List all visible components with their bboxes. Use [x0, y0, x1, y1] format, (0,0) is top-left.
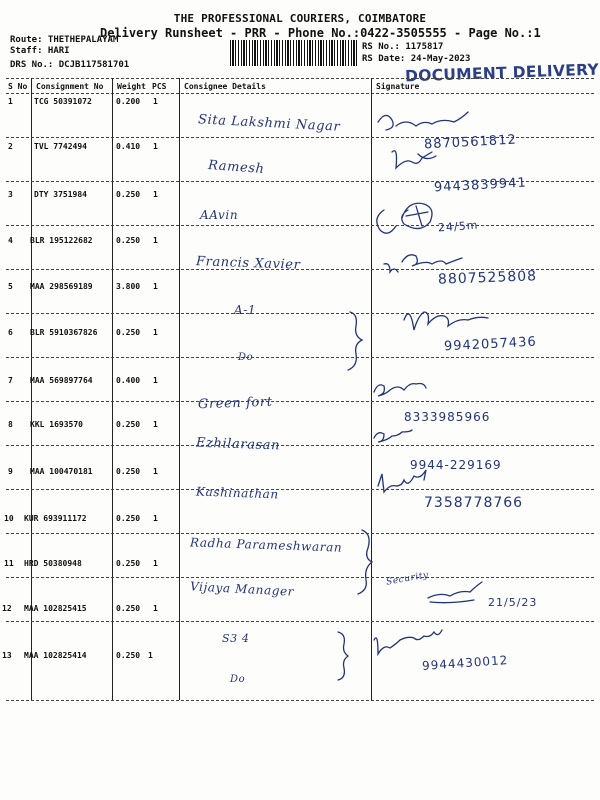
row-weight: 0.250: [116, 467, 141, 476]
handwritten-consignee: Sita Lakshmi Nagar: [197, 112, 341, 135]
handwritten-consignee: S3 4: [222, 632, 250, 645]
row-consignment: BLR 5910367826: [30, 328, 98, 337]
row-sno: 9: [8, 467, 13, 476]
handwritten-consignee: Ezhilarasan: [195, 435, 281, 454]
row-pcs: 1: [153, 236, 158, 245]
company-name: THE PROFESSIONAL COURIERS, COIMBATORE: [173, 12, 427, 25]
row-weight: 0.250: [116, 604, 141, 613]
rs-date: RS Date: 24-May-2023: [362, 54, 471, 64]
signature-scribble: [374, 384, 426, 397]
row-weight: 0.250: [116, 514, 141, 523]
handwritten-note: Security: [385, 570, 430, 588]
handwritten-phone: 7358778766: [424, 495, 524, 511]
row-weight: 0.250: [116, 236, 141, 245]
brace-mark: [358, 530, 372, 594]
row-pcs: 1: [153, 190, 158, 199]
row-weight: 0.250: [116, 190, 141, 199]
signature-scribble: [378, 470, 426, 492]
row-weight: 0.200: [116, 97, 141, 106]
handwritten-consignee: Ramesh: [207, 158, 265, 177]
handwritten-phone: 24/5m: [437, 218, 479, 235]
row-sno: 3: [8, 190, 13, 199]
row-pcs: 1: [153, 282, 158, 291]
brace-mark: [338, 632, 348, 680]
row-pcs: 1: [153, 328, 158, 337]
row-sno: 5: [8, 282, 13, 291]
row-pcs: 1: [153, 142, 158, 151]
row-sno: 10: [4, 514, 14, 523]
row-pcs: 1: [153, 467, 158, 476]
signature-scribble: [377, 203, 432, 233]
handwritten-consignee: Do: [230, 674, 246, 685]
signature-scribble: [392, 151, 436, 168]
row-consignment: HRD 50380948: [24, 559, 82, 568]
row-weight: 0.250: [116, 559, 141, 568]
row-pcs: 1: [148, 651, 153, 660]
col-consignment: Consignment No: [36, 82, 104, 91]
handwritten-phone: 8333985966: [404, 410, 491, 424]
row-consignment: BLR 195122682: [30, 236, 93, 245]
signature-scribble: [404, 312, 488, 330]
signature-scribble: [374, 430, 412, 442]
handwritten-date: 21/5/23: [488, 596, 538, 609]
row-consignment: DTY 3751984: [34, 190, 87, 199]
handwritten-consignee: Kashinathan: [195, 484, 279, 502]
row-weight: 0.250: [116, 420, 141, 429]
row-weight: 0.250: [116, 651, 141, 660]
handwritten-consignee: Radha Parameshwaran: [189, 535, 343, 555]
row-weight: 0.250: [116, 328, 141, 337]
handwritten-phone: 9944-229169: [410, 458, 502, 472]
col-sno: S No: [8, 82, 28, 91]
row-pcs: 1: [153, 559, 158, 568]
row-consignment: MAA 102825415: [24, 604, 87, 613]
handwritten-consignee: AAvin: [200, 208, 239, 222]
row-sno: 11: [4, 559, 14, 568]
col-weight: Weight: [117, 82, 146, 91]
row-consignment: TVL 7742494: [34, 142, 87, 151]
handwritten-consignee: Green fort: [197, 394, 273, 413]
handwritten-phone: 8807525808: [437, 268, 538, 288]
row-weight: 0.410: [116, 142, 141, 151]
brace-mark: [348, 312, 362, 370]
row-pcs: 1: [153, 604, 158, 613]
row-weight: 0.400: [116, 376, 141, 385]
row-sno: 8: [8, 420, 13, 429]
handwritten-phone: 9944430012: [421, 653, 509, 673]
col-consignee: Consignee Details: [184, 82, 266, 91]
handwritten-consignee: A-1: [234, 303, 257, 317]
handwritten-phone: 8870561812: [423, 132, 518, 153]
row-consignment: MAA 102825414: [24, 651, 87, 660]
row-consignment: KKL 1693570: [30, 420, 83, 429]
row-consignment: MAA 298569189: [30, 282, 93, 291]
col-pcs: PCS: [152, 82, 167, 91]
handwritten-consignee: Vijaya Manager: [189, 579, 295, 599]
route-label: Route: THETHEPALAYAM: [10, 35, 119, 45]
row-consignment: KUR 693911172: [24, 514, 87, 523]
row-sno: 13: [2, 651, 12, 660]
row-sno: 2: [8, 142, 13, 151]
signature-scribble: [384, 255, 462, 272]
row-pcs: 1: [153, 514, 158, 523]
row-pcs: 1: [153, 420, 158, 429]
row-sno: 6: [8, 328, 13, 337]
row-pcs: 1: [153, 97, 158, 106]
signature-scribble: [428, 582, 482, 603]
runsheet-title: Delivery Runsheet - PRR - Phone No.:0422-3505555 - Page No.:1: [100, 26, 541, 40]
row-consignment: MAA 569897764: [30, 376, 93, 385]
handwritten-phone: 9942057436: [443, 334, 538, 355]
row-sno: 4: [8, 236, 13, 245]
col-signature: Signature: [376, 82, 420, 91]
row-weight: 3.800: [116, 282, 141, 291]
row-pcs: 1: [153, 376, 158, 385]
signature-scribble: [378, 112, 468, 130]
row-consignment: MAA 100470181: [30, 467, 93, 476]
handwritten-consignee: Do: [238, 352, 254, 363]
handwritten-consignee: Francis Xavier: [195, 254, 301, 273]
row-consignment: TCG 50391072: [34, 97, 92, 106]
row-sno: 7: [8, 376, 13, 385]
handwritten-phone: 9443839941: [433, 175, 528, 196]
rs-number: RS No.: 1175817: [362, 42, 444, 52]
row-sno: 12: [2, 604, 12, 613]
drs-number: DRS No.: DCJB117581701: [10, 60, 130, 70]
document-delivery-stamp: DOCUMENT DELIVERY: [404, 60, 600, 86]
signature-scribble: [374, 630, 442, 654]
staff-label: Staff: HARI: [10, 46, 70, 56]
row-sno: 1: [8, 97, 13, 106]
